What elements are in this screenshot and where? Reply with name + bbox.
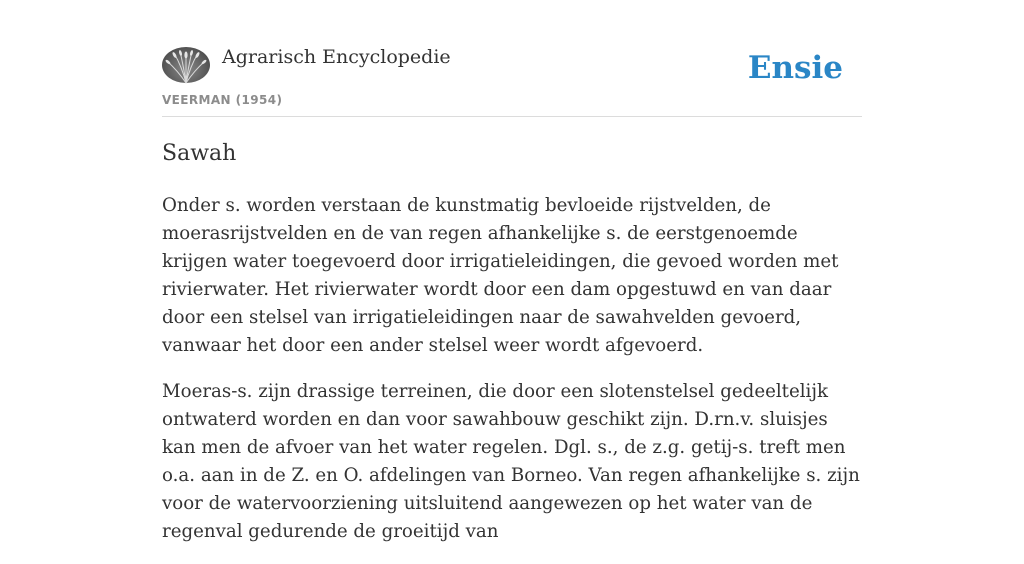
source-label: VEERMAN (1954) bbox=[162, 93, 283, 107]
wheat-logo-icon[interactable] bbox=[162, 47, 210, 83]
article-paragraph-1: Onder s. worden verstaan de kunstmatig bevloeide rijstvelden, de moerasrijstvelden en de van regen afhankelijke s. de eerstgenoemde krijgen water toegevoerd door irrigatieleidingen, die gevoed worden met rivierwater. Het rivierwater wordt door een dam opgestuwd en van daar door een stelsel van irrigatieleidingen naar de sawahvelden gevoerd, vanwaar het door een ander stelsel weer wordt afgevoerd. bbox=[162, 195, 839, 356]
brand-logo-link[interactable]: Ensie bbox=[747, 50, 843, 86]
article-body bbox=[162, 192, 862, 564]
article-title: Sawah bbox=[162, 141, 237, 166]
article-paragraph-2: Moeras-s. zijn drassige terreinen, die door een slotenstelsel gedeeltelijk ontwaterd worden en dan voor sawahbouw geschikt zijn. D.rn.v. sluisjes kan men de afvoer van het water regelen. Dgl. s., de z.g. getij-s. treft men o.a. aan in de Z. en O. afdelingen van Borneo. Van regen afhankelijke s. zijn voor de watervoorziening uitsluitend aangewezen op het water van de regenval gedurende de groeitijd van bbox=[162, 381, 860, 542]
publication-title[interactable]: Agrarisch Encyclopedie bbox=[222, 46, 451, 68]
header bbox=[162, 44, 862, 117]
